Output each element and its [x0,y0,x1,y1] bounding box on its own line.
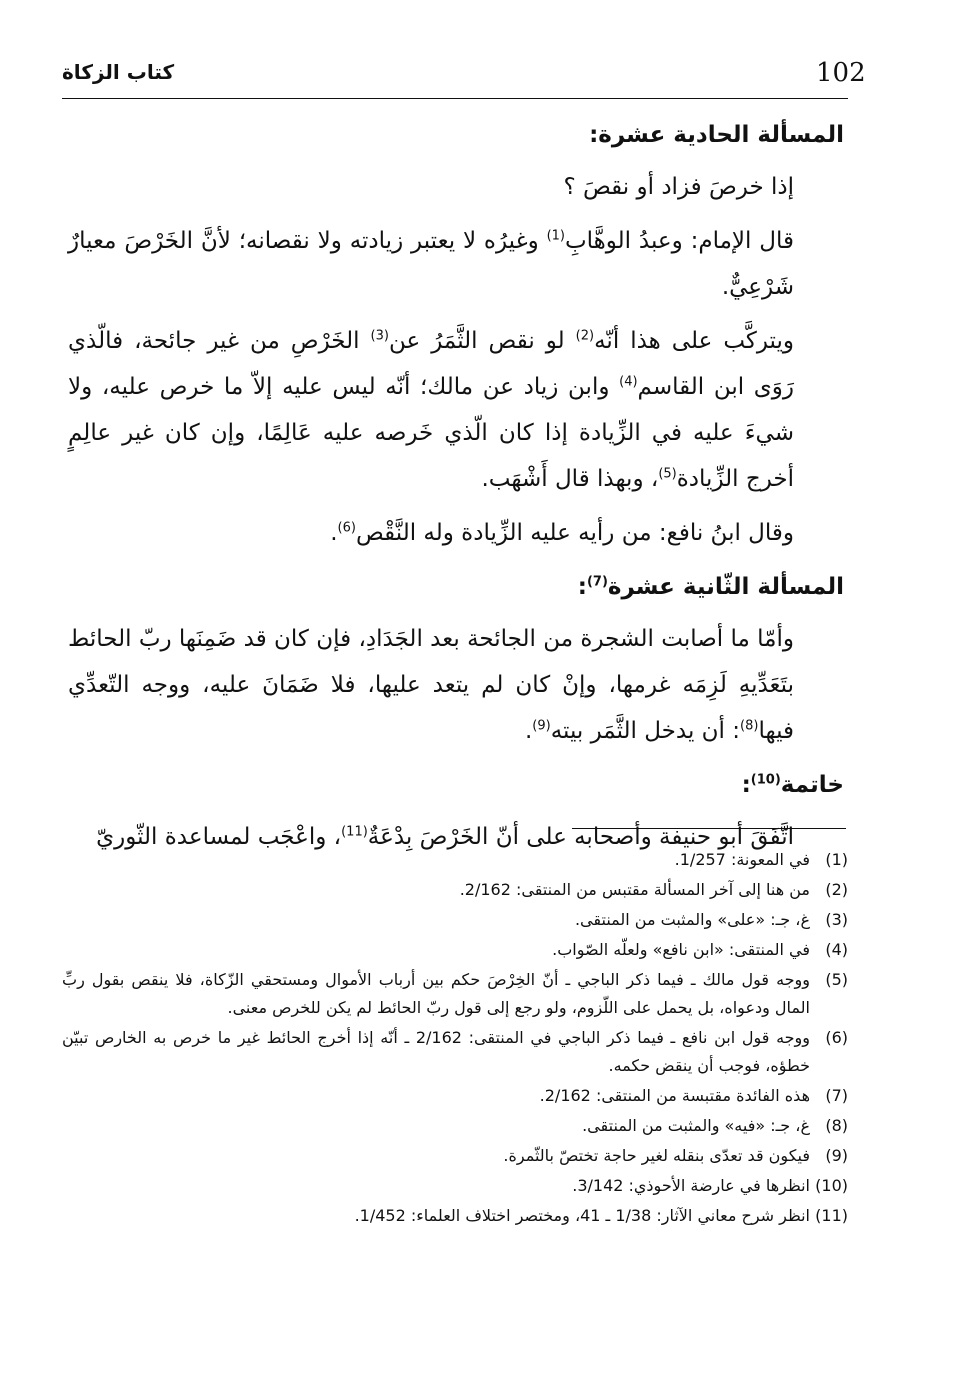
footnote-item [62,846,848,874]
footnote-text: غ، جـ: «على» والمثبت من المنتقى. [574,910,810,929]
footnote-text: انظرها في عارضة الأحوذي: 3/142. [572,1176,810,1195]
footnote-number: (5) [825,970,848,989]
footnote-number: (8) [825,1116,848,1135]
footnote-text: ووجه قول ابن نافع ـ فيما ذكر الباجي في المنتقى: 2/162 ـ أنّه إذا أخرج الحائط غير ما خرص به الخارص تبيّن خطؤه، فوجب أن ينقض حكمه. [62,1028,810,1075]
footnote-number: (10) [815,1176,848,1195]
footnote-item [62,966,848,1022]
footnote-number: (7) [825,1086,848,1105]
footnote-text: في المنتقى: «ابن نافع» ولعلّه الصّواب. [552,940,810,959]
footnote-number: (11) [815,1206,848,1225]
paragraph-jaiha: وأمّا ما أصابت الشجرة من الجائحة بعد الجَدَادِ، فإن كان قد ضَمِنَها ربّ الحائط بتَعَدِّيهِ لَزِمَه غرمها، وإنْ كان لم يتعد عليها، فلا ضَمَانَ عليه، ووجه التّعدِّي فيها$^{(8)}$: أن يدخل الثَّمَر بيته$^{(9)}$. [68,626,794,744]
paragraph-ibn-nafi: وقال ابنُ نافع: من رأيه عليه الزِّيادة وله النَّقْص$^{(6)}$. [330,520,794,546]
footnote-item [62,1172,848,1200]
footnote-number: (9) [825,1146,848,1165]
footnote-number: (6) [825,1028,848,1047]
footnote-ref[interactable]: (6) [337,520,356,536]
footnote-number: (2) [825,880,848,899]
header-rule [62,98,848,99]
section-heading-11: المسألة الحادية عشرة: [589,122,844,148]
footnote-text: هذه الفائدة مقتبسة من المنتقى: 2/162. [539,1086,810,1105]
paragraph-abu-hanifa: اتَّفَقَ أبو حنيفة وأصحابه على أنّ الخَرْصَ بِدْعَةٌ$^{(11)}$، واعْجَب لمساعدة الثّوريّ [96,824,794,850]
footnote-number: (3) [825,910,848,929]
footnote-ref[interactable]: (10) [750,772,781,788]
footnote-ref[interactable]: (11) [341,824,368,840]
running-title: كتاب الزكاة [62,60,175,84]
footnote-number: (1) [825,850,848,869]
page-number: 102 [816,58,866,88]
footnote-ref[interactable]: (9) [532,718,551,734]
footnote-item [62,1142,848,1170]
footnote-text: غ، جـ: «فيه» والمثبت من المنتقى. [582,1116,810,1135]
paragraph-consequence: ويتركَّب على هذا أنّه$^{(2)}$ لو نقص الثَّمَرُ عن$^{(3)}$ الخَرْصِ من غير جائحة، فالّذي رَوَى ابن القاسم$^{(4)}$ وابن زياد عن مالك؛ أنّه ليس عليه إلاّ ما خرص عليه، ولا شيءَ عليه في الزِّيادة إذا كان الّذي خَرصه عليه عَالِمًا، وإن كان غير عالِمٍ أخرج الزِّيادة$^{(5)}$، وبهذا قال أَشْهَب. [68,328,794,492]
footnote-text: في المعونة: 1/257. [674,850,810,869]
footnote-ref[interactable]: (2) [575,328,595,344]
footnote-ref[interactable]: (5) [658,466,677,482]
footnote-item [62,1112,848,1140]
footnote-ref[interactable]: (3) [370,328,389,344]
section-heading-12: المسألة الثّانية عشرة$^{(7)}$: [577,574,844,600]
footnote-item [62,906,848,934]
footnote-text: ووجه قول مالك ـ فيما ذكر الباجي ـ أنّ الخِرْصَ حكم بين أرباب الأموال ومستحقي الزّكاة، فلا ينقص بقول ربِّ المال ودعواه، بل يحمل على اللّزوم، ولو رجع إلى قول ربّ الحائط لم يكن للخرص معنى. [62,970,810,1017]
main-text [68,112,844,868]
footnote-text: فيكون قد تعدّى بنقله لغير حاجة تختصّ بالثّمرة. [503,1146,810,1165]
section-heading-conclusion: خاتمة$^{(10)}$: [741,772,844,798]
footnote-text: من هنا إلى آخر المسألة مقتبس من المنتقى: 2/162. [459,880,810,899]
footnote-ref[interactable]: (8) [740,718,759,734]
footnote-item [62,1024,848,1080]
footnote-item [62,936,848,964]
footnote-item [62,1082,848,1110]
footnote-ref[interactable]: (7) [586,574,608,590]
question-line: إذا خرصَ فزاد أو نقصَ ؟ [563,174,794,200]
paragraph-imam: قال الإمام: وعبدُ الوهَّابِ$^{(1)}$ وغيرُه لا يعتبر زيادته ولا نقصانه؛ لأنَّ الخَرْصَ معيارٌ شَرْعِيٌّ. [68,228,794,300]
footnote-text: انظر شرح معاني الآثار: 1/38 ـ 41، ومختصر اختلاف العلماء: 1/452. [354,1206,810,1225]
footnote-rule [572,828,846,829]
page-header [62,58,866,94]
footnote-number: (4) [825,940,848,959]
footnote-ref[interactable]: (4) [619,374,638,390]
footnote-ref[interactable]: (1) [546,228,565,244]
footnote-item [62,1202,848,1230]
footnote-item [62,876,848,904]
footnotes [62,846,848,1232]
